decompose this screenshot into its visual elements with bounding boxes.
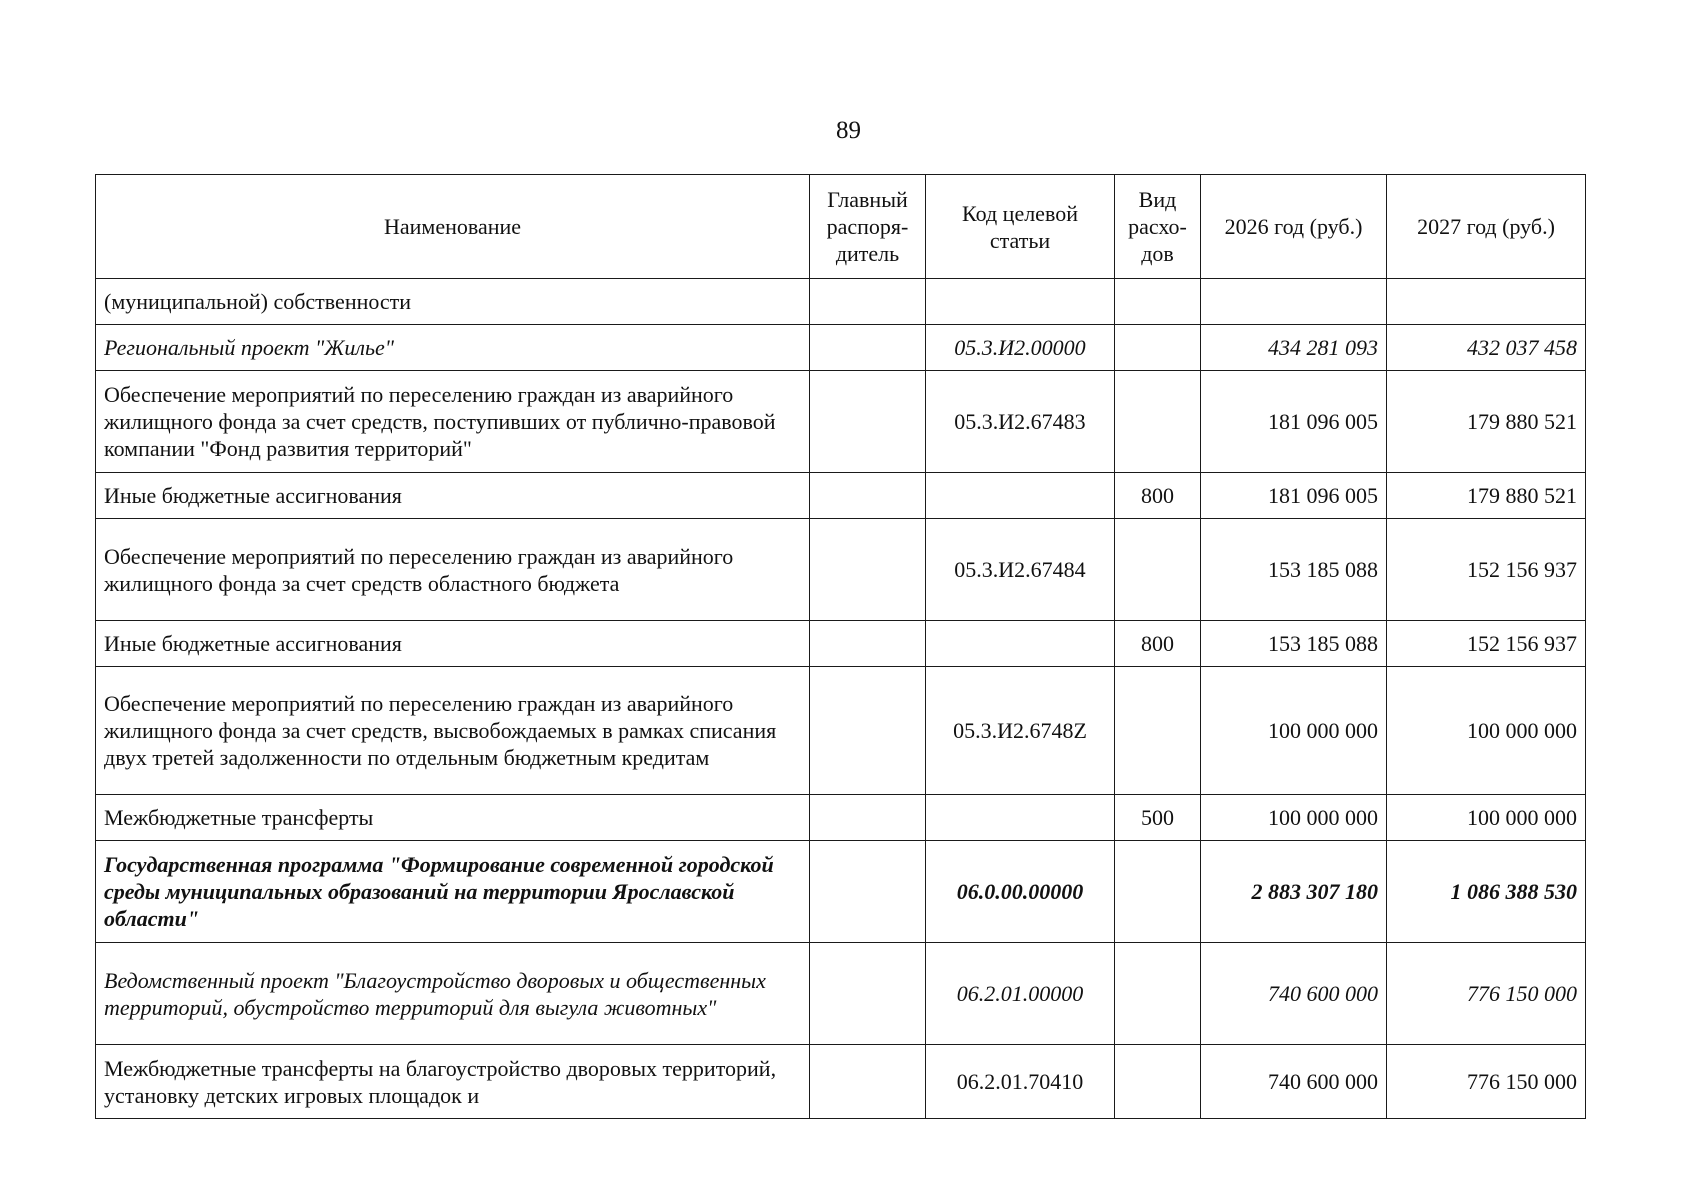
row-name: Обеспечение мероприятий по переселению граждан из аварийного жилищного фонда за счет средств, высвобождаемых в рамках списания двух третей задолженности по отдельным бюджетным кредитам bbox=[96, 667, 810, 795]
row-kind bbox=[1115, 279, 1201, 325]
row-admin bbox=[810, 371, 926, 473]
row-2026: 181 096 005 bbox=[1201, 473, 1387, 519]
row-2027: 1 086 388 530 bbox=[1387, 841, 1586, 943]
row-2027: 776 150 000 bbox=[1387, 1045, 1586, 1119]
row-2026 bbox=[1201, 279, 1387, 325]
row-name: Межбюджетные трансферты bbox=[96, 795, 810, 841]
row-kind bbox=[1115, 667, 1201, 795]
row-kind: 800 bbox=[1115, 473, 1201, 519]
row-code: 06.0.00.00000 bbox=[926, 841, 1115, 943]
row-2026: 153 185 088 bbox=[1201, 519, 1387, 621]
row-2026: 153 185 088 bbox=[1201, 621, 1387, 667]
row-kind bbox=[1115, 519, 1201, 621]
row-name: Ведомственный проект "Благоустройство дворовых и общественных территорий, обустройство территорий для выгула животных" bbox=[96, 943, 810, 1045]
table-row bbox=[96, 795, 1586, 841]
row-kind bbox=[1115, 1045, 1201, 1119]
row-kind bbox=[1115, 943, 1201, 1045]
table-row bbox=[96, 667, 1586, 795]
row-kind bbox=[1115, 371, 1201, 473]
table-row bbox=[96, 279, 1586, 325]
row-kind bbox=[1115, 325, 1201, 371]
row-admin bbox=[810, 1045, 926, 1119]
row-code: 05.3.И2.67483 bbox=[926, 371, 1115, 473]
row-2027: 100 000 000 bbox=[1387, 795, 1586, 841]
row-code bbox=[926, 621, 1115, 667]
table-row bbox=[96, 519, 1586, 621]
row-2027: 152 156 937 bbox=[1387, 621, 1586, 667]
row-code bbox=[926, 473, 1115, 519]
table-row bbox=[96, 841, 1586, 943]
row-2026: 181 096 005 bbox=[1201, 371, 1387, 473]
row-2026: 100 000 000 bbox=[1201, 667, 1387, 795]
row-2027 bbox=[1387, 279, 1586, 325]
row-2027: 152 156 937 bbox=[1387, 519, 1586, 621]
row-name: Региональный проект "Жилье" bbox=[96, 325, 810, 371]
header-admin: Главный распоря-дитель bbox=[810, 175, 926, 279]
row-admin bbox=[810, 519, 926, 621]
row-code: 06.2.01.00000 bbox=[926, 943, 1115, 1045]
row-2027: 100 000 000 bbox=[1387, 667, 1586, 795]
table-row bbox=[96, 1045, 1586, 1119]
row-name: Иные бюджетные ассигнования bbox=[96, 473, 810, 519]
header-kind: Вид расхо-дов bbox=[1115, 175, 1201, 279]
row-admin bbox=[810, 667, 926, 795]
row-name: Обеспечение мероприятий по переселению граждан из аварийного жилищного фонда за счет средств, поступивших от публично-правовой компании "Фонд развития территорий" bbox=[96, 371, 810, 473]
row-2026: 740 600 000 bbox=[1201, 943, 1387, 1045]
row-admin bbox=[810, 325, 926, 371]
header-2026: 2026 год (руб.) bbox=[1201, 175, 1387, 279]
row-2026: 740 600 000 bbox=[1201, 1045, 1387, 1119]
row-code: 05.3.И2.6748Z bbox=[926, 667, 1115, 795]
table-row bbox=[96, 473, 1586, 519]
row-code: 05.3.И2.00000 bbox=[926, 325, 1115, 371]
table-row bbox=[96, 621, 1586, 667]
row-kind: 800 bbox=[1115, 621, 1201, 667]
row-admin bbox=[810, 841, 926, 943]
header-code: Код целевой статьи bbox=[926, 175, 1115, 279]
row-name: Иные бюджетные ассигнования bbox=[96, 621, 810, 667]
budget-table bbox=[95, 174, 1586, 1119]
row-2027: 776 150 000 bbox=[1387, 943, 1586, 1045]
row-code bbox=[926, 279, 1115, 325]
row-code: 05.3.И2.67484 bbox=[926, 519, 1115, 621]
header-2027: 2027 год (руб.) bbox=[1387, 175, 1586, 279]
row-kind bbox=[1115, 841, 1201, 943]
row-2027: 179 880 521 bbox=[1387, 371, 1586, 473]
row-admin bbox=[810, 473, 926, 519]
table-row bbox=[96, 943, 1586, 1045]
row-2027: 432 037 458 bbox=[1387, 325, 1586, 371]
row-name: Обеспечение мероприятий по переселению граждан из аварийного жилищного фонда за счет средств областного бюджета bbox=[96, 519, 810, 621]
table-row bbox=[96, 371, 1586, 473]
row-kind: 500 bbox=[1115, 795, 1201, 841]
row-name: Межбюджетные трансферты на благоустройство дворовых территорий, установку детских игровых площадок и bbox=[96, 1045, 810, 1119]
row-name: (муниципальной) собственности bbox=[96, 279, 810, 325]
row-2026: 2 883 307 180 bbox=[1201, 841, 1387, 943]
table-header-row bbox=[96, 175, 1586, 279]
page-number: 89 bbox=[836, 117, 861, 144]
header-name: Наименование bbox=[96, 175, 810, 279]
row-code: 06.2.01.70410 bbox=[926, 1045, 1115, 1119]
row-admin bbox=[810, 795, 926, 841]
row-2027: 179 880 521 bbox=[1387, 473, 1586, 519]
row-code bbox=[926, 795, 1115, 841]
row-admin bbox=[810, 279, 926, 325]
table-row bbox=[96, 325, 1586, 371]
row-name: Государственная программа "Формирование современной городской среды муниципальных образований на территории Ярославской области" bbox=[96, 841, 810, 943]
row-2026: 100 000 000 bbox=[1201, 795, 1387, 841]
row-2026: 434 281 093 bbox=[1201, 325, 1387, 371]
row-admin bbox=[810, 621, 926, 667]
row-admin bbox=[810, 943, 926, 1045]
